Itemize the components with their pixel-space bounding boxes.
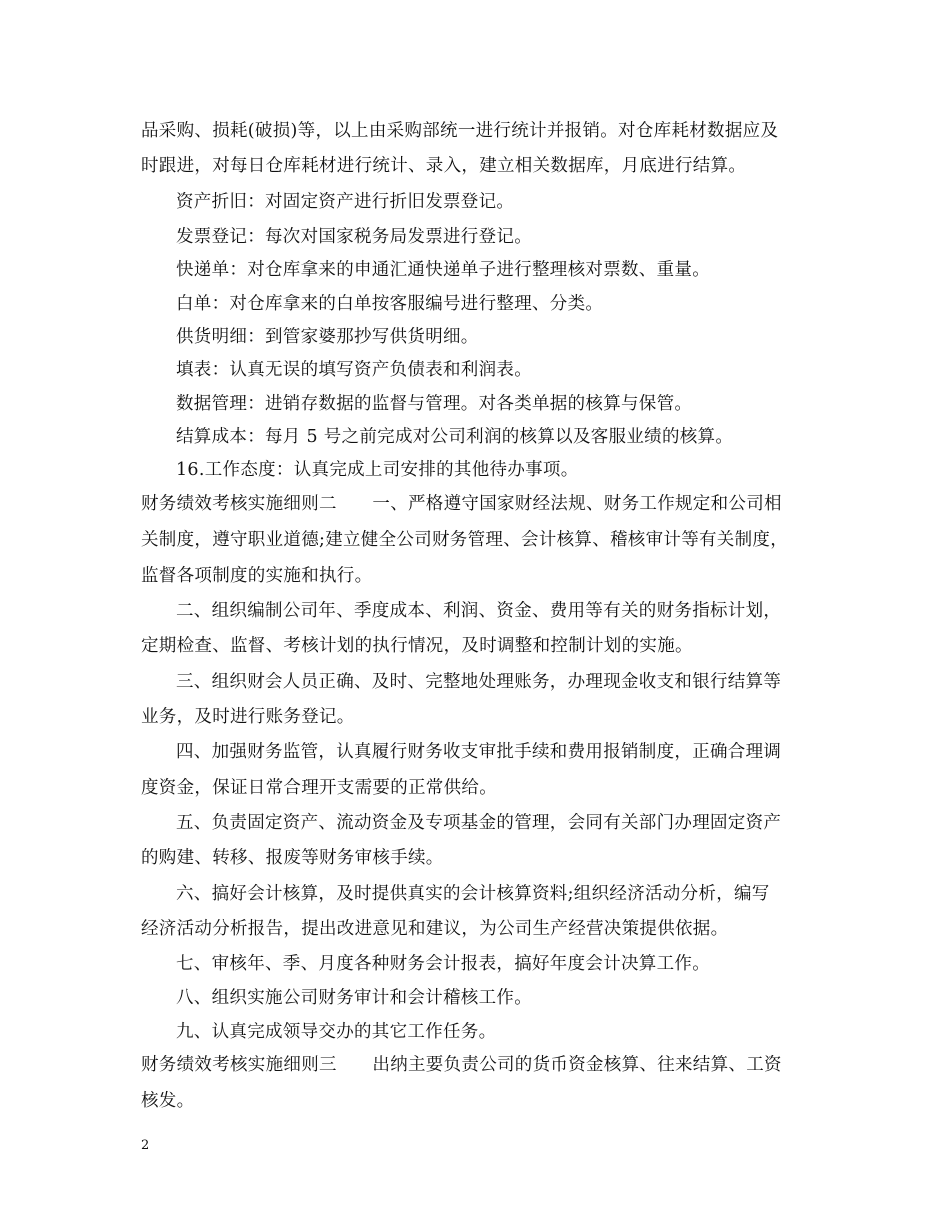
section-heading-line: 财务绩效考核实施细则二 一、严格遵守国家财经法规、财务工作规定和公司相 bbox=[141, 494, 782, 514]
text-line: 的购建、转移、报废等财务审核手续。 bbox=[141, 848, 444, 868]
text-line: 业务，及时进行账务登记。 bbox=[141, 707, 355, 727]
text-line: 度资金，保证日常合理开支需要的正常供给。 bbox=[141, 778, 497, 798]
text-line: 供货明细：到管家婆那抄写供货明细。 bbox=[176, 327, 479, 347]
text-line: 品采购、损耗(破损)等，以上由采购部统一进行统计并报销。对仓库耗材数据应及 bbox=[141, 121, 779, 141]
text-line: 关制度，遵守职业道德;建立健全公司财务管理、会计核算、稽核审计等有关制度， bbox=[141, 530, 788, 550]
text-line: 九、认真完成领导交办的其它工作任务。 bbox=[176, 1022, 497, 1042]
section-heading-line: 财务绩效考核实施细则三 出纳主要负责公司的货币资金核算、往来结算、工资 bbox=[141, 1055, 782, 1075]
text-line: 七、审核年、季、月度各种财务会计报表，搞好年度会计决算工作。 bbox=[176, 954, 710, 974]
text-line: 二、组织编制公司年、季度成本、利润、资金、费用等有关的财务指标计划， bbox=[176, 601, 782, 621]
text-line: 快递单：对仓库拿来的申通汇通快递单子进行整理核对票数、重量。 bbox=[176, 260, 710, 280]
text-line: 核发。 bbox=[141, 1091, 195, 1111]
text-line: 六、搞好会计核算，及时提供真实的会计核算资料;组织经济活动分析，编写 bbox=[176, 884, 770, 904]
text-line: 四、加强财务监管，认真履行财务收支审批手续和费用报销制度，正确合理调 bbox=[176, 742, 782, 762]
text-line: 五、负责固定资产、流动资金及专项基金的管理，会同有关部门办理固定资产 bbox=[176, 813, 782, 833]
text-line: 三、组织财会人员正确、及时、完整地处理账务，办理现金收支和银行结算等 bbox=[176, 672, 782, 692]
text-line: 数据管理：进销存数据的监督与管理。对各类单据的核算与保管。 bbox=[176, 394, 693, 414]
text-line: 时跟进，对每日仓库耗材进行统计、录入，建立相关数据库，月底进行结算。 bbox=[141, 156, 747, 176]
text-line: 结算成本：每月 5 号之前完成对公司利润的核算以及客服业绩的核算。 bbox=[176, 427, 734, 447]
text-line: 资产折旧：对固定资产进行折旧发票登记。 bbox=[176, 192, 515, 212]
text-line: 白单：对仓库拿来的白单按客服编号进行整理、分类。 bbox=[176, 294, 604, 314]
page-number: 2 bbox=[141, 1138, 150, 1153]
text-line: 监督各项制度的实施和执行。 bbox=[141, 566, 373, 586]
text-line: 定期检查、监督、考核计划的执行情况，及时调整和控制计划的实施。 bbox=[141, 636, 693, 656]
text-line: 经济活动分析报告，提出改进意见和建议，为公司生产经营决策提供依据。 bbox=[141, 919, 729, 939]
text-line: 八、组织实施公司财务审计和会计稽核工作。 bbox=[176, 988, 532, 1008]
text-line: 16.工作态度：认真完成上司安排的其他待办事项。 bbox=[176, 460, 579, 480]
text-line: 填表：认真无误的填写资产负债表和利润表。 bbox=[176, 360, 532, 380]
text-line: 发票登记：每次对国家税务局发票进行登记。 bbox=[176, 227, 532, 247]
